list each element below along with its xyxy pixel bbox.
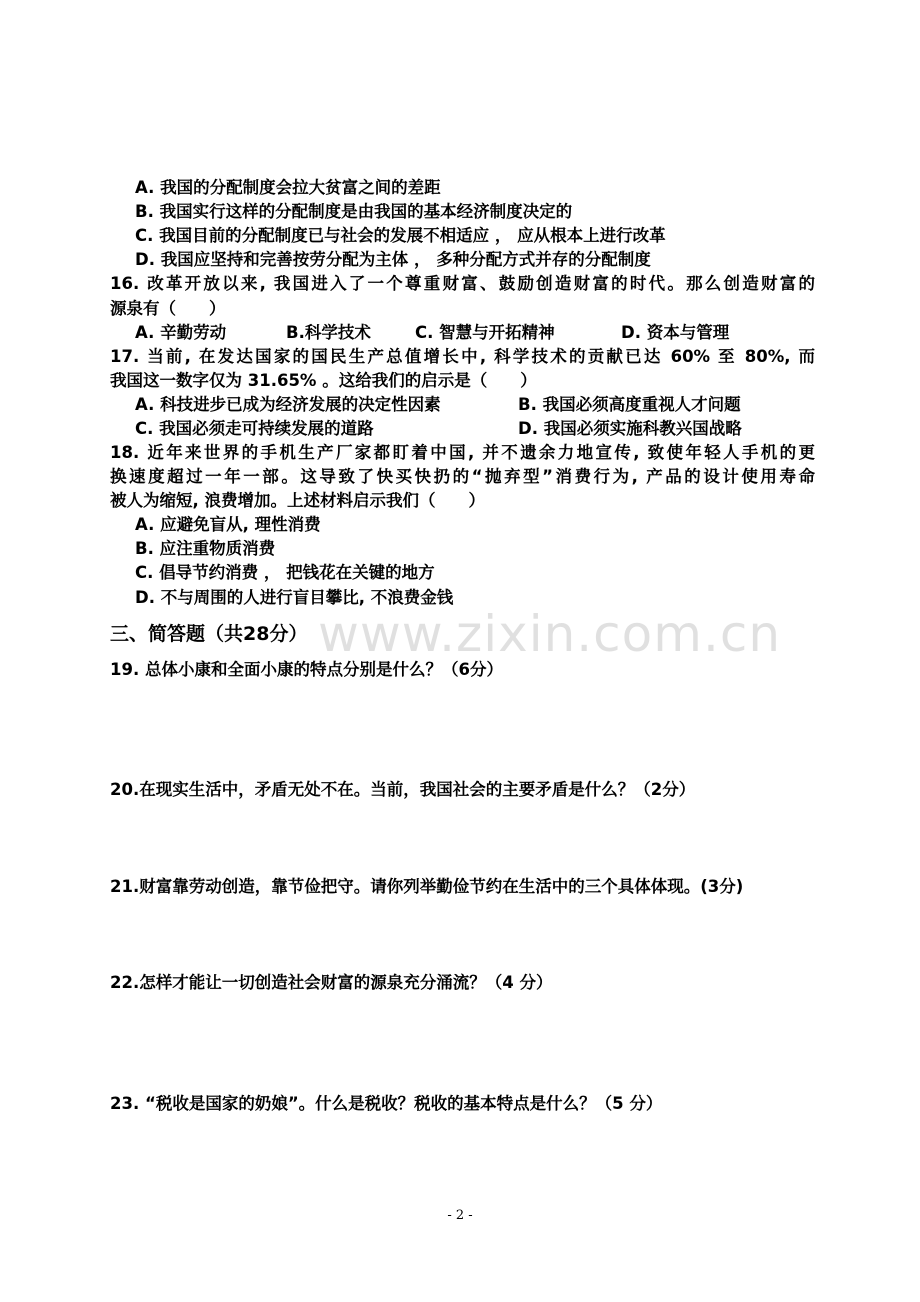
q17-option-c: C. 我国必须走可持续发展的道路 — [135, 419, 374, 438]
section-title: 三、简答题（共28分） — [110, 623, 308, 645]
q17-option-a: A. 科技进步已成为经济发展的决定性因素 — [135, 395, 441, 414]
q16-stem-line2: 源泉有（ ） — [110, 299, 226, 318]
q18-stem-line1: 18. 近年来世界的手机生产厂家都盯着中国, 并不遗余力地宣传, 致使年轻人手机的更 — [110, 443, 815, 462]
q16-option-d: D. 资本与管理 — [621, 323, 730, 342]
q16-option-c: C. 智慧与开拓精神 — [415, 323, 555, 342]
q18-stem-line2: 换速度超过一年一部。这导致了快买快扔的“抛弃型”消费行为, 产品的设计使用寿命 — [110, 467, 815, 486]
question-23: 23. “税收是国家的奶娘”。什么是税收？税收的基本特点是什么？（5 分） — [110, 1094, 663, 1113]
page-number: - 2 - — [447, 1208, 473, 1223]
q16-option-a: A. 辛勤劳动 — [135, 323, 227, 342]
watermark: www.zixin.com.cn — [318, 605, 782, 663]
q18-option-c: C. 倡导节约消费 ， 把钱花在关键的地方 — [135, 563, 435, 582]
q18-option-b: B. 应注重物质消费 — [135, 539, 276, 558]
q16-option-b: B.科学技术 — [286, 323, 371, 342]
question-22: 22.怎样才能让一切创造社会财富的源泉充分涌流？（4 分） — [110, 973, 553, 992]
q15-option-a: A. 我国的分配制度会拉大贫富之间的差距 — [135, 178, 441, 197]
q17-stem-line1: 17. 当前, 在发达国家的国民生产总值增长中, 科学技术的贡献已达 60% 至 80%, 而 — [110, 347, 815, 366]
q18-option-a: A. 应避免盲从, 理性消费 — [135, 515, 321, 534]
q17-stem-line2: 我国这一数字仅为 31.65% 。这给我们的启示是（ ） — [110, 371, 537, 390]
question-20: 20.在现实生活中，矛盾无处不在。当前，我国社会的主要矛盾是什么？（2分） — [110, 780, 696, 799]
question-21: 21.财富靠劳动创造，靠节俭把守。请你列举勤俭节约在生活中的三个具体体现。(3分) — [110, 877, 744, 896]
q15-option-b: B. 我国实行这样的分配制度是由我国的基本经济制度决定的 — [135, 202, 573, 221]
q15-option-c: C. 我国目前的分配制度已与社会的发展不相适应 ， 应从根本上进行改革 — [135, 226, 666, 245]
question-19: 19. 总体小康和全面小康的特点分别是什么？（6分） — [110, 660, 503, 679]
q18-stem-line3: 被人为缩短, 浪费增加。上述材料启示我们（ ） — [110, 491, 486, 510]
q15-option-d: D. 我国应坚持和完善按劳分配为主体 ， 多种分配方式并存的分配制度 — [135, 250, 651, 269]
q17-option-b: B. 我国必须高度重视人才问题 — [518, 395, 741, 414]
q16-stem-line1: 16. 改革开放以来, 我国进入了一个尊重财富、鼓励创造财富的时代。那么创造财富的 — [110, 274, 815, 293]
q17-option-d: D. 我国必须实施科教兴国战略 — [518, 419, 742, 438]
q18-option-d: D. 不与周围的人进行盲目攀比, 不浪费金钱 — [135, 588, 454, 607]
